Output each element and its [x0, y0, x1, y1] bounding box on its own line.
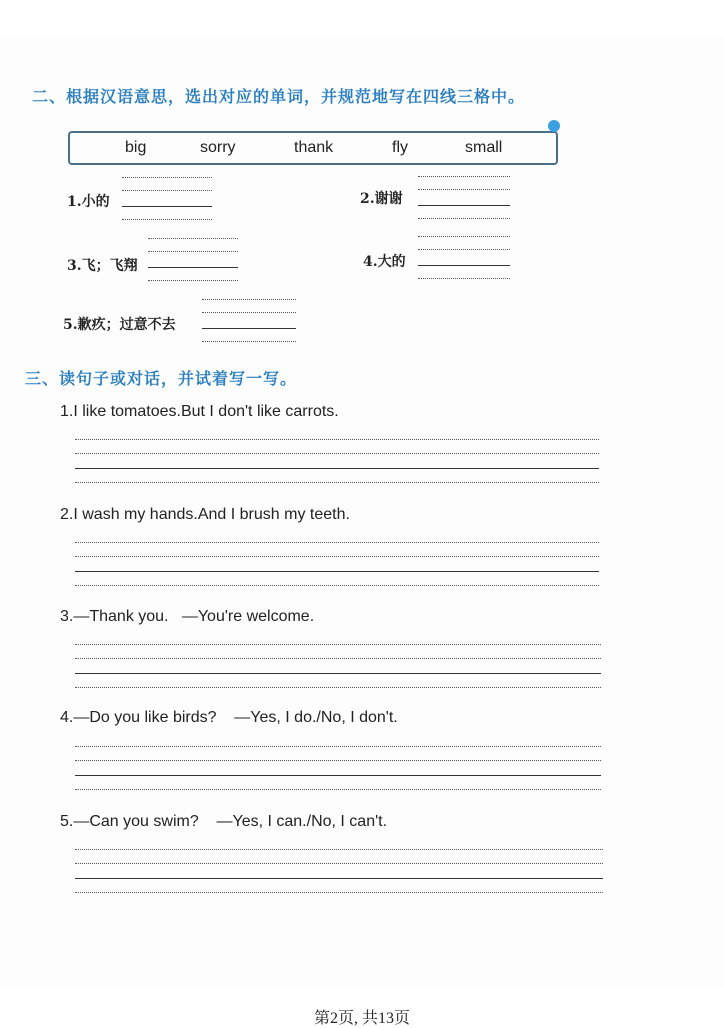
writing-lines[interactable] — [75, 644, 601, 688]
word-bank-item: fly — [392, 139, 408, 156]
item-label: 1.小的 — [67, 194, 110, 210]
word-bank-item: big — [125, 139, 147, 156]
sentence: 3.—Thank you. —You're welcome. — [60, 608, 315, 625]
writing-lines[interactable] — [75, 439, 599, 483]
writing-lines[interactable] — [122, 177, 212, 221]
word-bank-item: sorry — [200, 139, 236, 156]
page-indicator: 第2页, 共13页 — [313, 1010, 410, 1027]
sentence: 1.I like tomatoes.But I don't like carrots. — [60, 403, 339, 420]
writing-lines[interactable] — [148, 238, 238, 282]
item-label: 5.歉疚；过意不去 — [63, 317, 176, 333]
section-3-title: 三、读句子或对话，并试着写一写。 — [25, 369, 298, 388]
sentence: 4.—Do you like birds? —Yes, I do./No, I don't. — [60, 709, 398, 726]
writing-lines[interactable] — [75, 542, 599, 586]
word-bank-item: small — [465, 139, 503, 156]
writing-lines[interactable] — [75, 746, 601, 790]
section-2-title: 二、根据汉语意思，选出对应的单词，并规范地写在四线三格中。 — [32, 87, 526, 106]
item-label: 2.谢谢 — [360, 191, 403, 207]
item-label: 3.飞；飞翔 — [67, 258, 138, 274]
writing-lines[interactable] — [202, 299, 296, 343]
item-label: 4.大的 — [363, 254, 406, 270]
writing-lines[interactable] — [75, 849, 603, 893]
sentence: 5.—Can you swim? —Yes, I can./No, I can't. — [60, 813, 388, 830]
sentence: 2.I wash my hands.And I brush my teeth. — [60, 506, 350, 523]
word-bank-box — [68, 131, 558, 165]
word-bank-item: thank — [294, 139, 334, 156]
writing-lines[interactable] — [418, 236, 510, 280]
writing-lines[interactable] — [418, 176, 510, 220]
sun-icon — [548, 120, 560, 132]
